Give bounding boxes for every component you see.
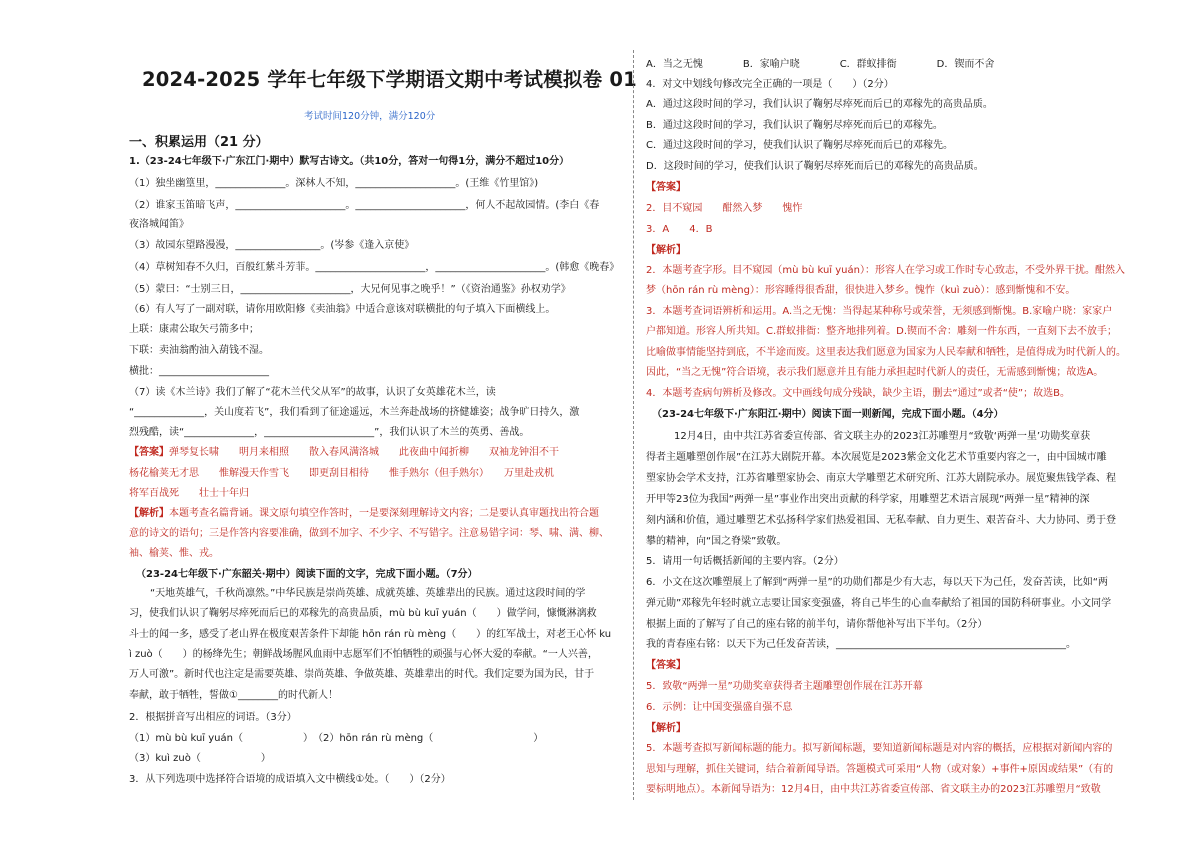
q1-line-2b: 夜洛城闻笛》 — [129, 219, 189, 230]
passage-4: ì zuò（ ）的杨绛先生；朝鲜战场腥风血雨中志愿军们不怕牺牲的顽强与心怀大爱的奉献。“一人兴善， — [129, 649, 598, 660]
analysis-4: 4．本题考查病句辨析及修改。文中画线句成分残缺，缺少主语，删去“通过”或者“使”；故选B。 — [646, 388, 1070, 399]
answer-2: 2．目不窥园 酣然入梦 愧怍 — [646, 203, 803, 214]
answer-label-2: 【答案】 — [646, 182, 686, 193]
q1-line-7b: “______________，关山度若飞”，我们看到了征途遥远，木兰奔赴战场的挤健雄姿；战争旷日持久，激 — [129, 407, 580, 418]
analysis-5-c: 要标明地点）。本新闻导语为：12月4日，由中共江苏省委宣传部、省文联主办的2023江苏雕塑月“致敬 — [646, 784, 1101, 795]
answer-3-4: 3．A 4．B — [646, 224, 713, 235]
analysis-1 — [129, 507, 599, 520]
q6-b: 弹元勋”邓稼先年轻时就立志要让国家变强盛，将自己毕生的心血奉献给了祖国的国防科研事业。小文同学 — [646, 598, 1112, 609]
q1-head: 1.（23-24七年级下·广东江门·期中）默写古诗文。（共10分，答对一句得1分，满分不超过10分） — [129, 156, 570, 167]
answer-1-a: 弹琴复长啸 明月来相照 散入春风满洛城 此夜曲中闻折柳 双袖龙钟泪不干 — [169, 447, 559, 458]
q1-line-3: （3）故园东望路漫漫，_________________。(岑参《逢入京使》 — [129, 240, 415, 251]
news-2: 得者主题雕塑创作展”在江苏大剧院开幕。本次展览是2023紫金文化艺术节重要内容之一，由中国城市雕 — [646, 452, 1107, 463]
analysis-label-3: 【解析】 — [646, 723, 686, 734]
analysis-3-a: 3．本题考查词语辨析和运用。A.当之无愧：当得起某种称号或荣誉，无须感到惭愧。B.家喻户晓：家家户 — [646, 306, 1113, 317]
q1-line-6: （6）有人写了一副对联，请你用欧阳修《卖油翁》中适合意该对联横批的句子填入下面横线上。 — [129, 304, 556, 315]
passage-6: 奉献，敢于牺牲，誓做①________的时代新人！ — [129, 690, 338, 701]
passage-1: “天地英雄气，千秋尚凛然。”中华民族是崇尚英雄、成就英雄、英雄辈出的民族。通过这段时间的学 — [150, 588, 586, 599]
q6-a: 6．小文在这次雕塑展上了解到“两弹一星”的功勋们都是少有大志，每以天下为己任，发奋苦读，比如“两 — [646, 577, 1108, 588]
page-subtitle: 考试时间120分钟，满分120分 — [304, 111, 436, 122]
answer-label: 【答案】 — [129, 447, 169, 458]
analysis-5-b: 思知与理解，抓住关键词，结合着新闻导语。答题模式可采用“人物（或对象）+事件+原因或结果”（有的 — [646, 764, 1114, 775]
q6-c: 根据上面的了解写了自己的座右铭的前半句，请你帮他补写出下半句。（2分） — [646, 619, 988, 630]
q1-line-2: （2）谁家玉笛暗飞声，______________________。______________________，何人不起故园情。(李白《春 — [129, 200, 600, 211]
q3: 3．从下列选项中选择符合语境的成语填入文中横线①处。（ ）（2分） — [129, 774, 451, 785]
column-divider — [633, 50, 634, 800]
news-4: 开甲等23位为我国“两弹一星”事业作出突出贡献的科学家，用雕塑艺术语言展现“两弹一星”精神的深 — [646, 494, 1090, 505]
answer-label-3: 【答案】 — [646, 660, 686, 671]
q1-line-4: （4）草树知春不久归，百般红紫斗芳菲。______________________，______________________。(韩愈《晚春》 — [129, 262, 620, 273]
section-heading: 一、积累运用（21 分） — [129, 135, 269, 150]
news-3: 塑家协会学术支持，江苏省雕塑家协会、南京大学雕塑艺术研究所、江苏大剧院承办。展览聚焦钱学森、程 — [646, 473, 1116, 484]
analysis-5-a: 5．本题考查拟写新闻标题的能力。拟写新闻标题，要知道新闻标题是对内容的概括，应根据对新闻内容的 — [646, 743, 1113, 754]
news-5: 刻内涵和价值，通过雕塑艺术弘扬科学家们热爱祖国、无私奉献、自力更生、艰苦奋斗、大力协同、勇于登 — [646, 515, 1116, 526]
q1-line-6b: 下联：卖油翁酌油入葫钱不湿。 — [129, 345, 269, 356]
passage-2: 习，使我们认识了鞠躬尽瘁死而后已的邓稼先的高贵品质，mù bù kuī yuán（ ）做学问，慷慨淋漓救 — [129, 608, 597, 619]
analysis-1-a: 本题考查名篇背诵。课文原句填空作答时，一是要深刻理解诗文内容；二是要认真审题找出符合题 — [169, 508, 599, 519]
q1-line-1: （1）独坐幽篁里，______________。深林人不知，____________________。(王维《竹里馆》) — [129, 178, 539, 189]
news-1: 12月4日，由中共江苏省委宣传部、省文联主办的2023江苏雕塑月“致敬‘两弹一星’功勋奖章获 — [674, 431, 1091, 442]
q1-line-7: （7）读《木兰诗》我们了解了“花木兰代父从军”的故事，认识了女英雄花木兰，读 — [129, 387, 496, 398]
analysis-label-2: 【解析】 — [646, 245, 686, 256]
q4-b: B．通过这段时间的学习，我们认识了鞠躬尽瘁死而后已的邓稼先。 — [646, 120, 943, 131]
q1-line-6c: 横批：______________________ — [129, 366, 269, 377]
q2-b: （3）kuì zuò（ ） — [129, 753, 271, 764]
answer-5: 5．致敬“两弹一星”功勋奖章获得者主题雕塑创作展在江苏开幕 — [646, 681, 923, 692]
answer-1 — [129, 446, 559, 459]
q2-a: （1）mù bù kuī yuán（ ） （2）hōn rán rù mèng（ ） — [129, 733, 544, 744]
q1-line-5: （5）蒙曰：“士别三日，______________________，大兄何见事之晚乎！”（《资治通鉴》孙权劝学》 — [129, 284, 571, 295]
analysis-1-b: 意的诗文的语句；三是作答内容要准确，做到不加字、不少字、不写错字。注意易错字词：琴、啸、满、柳、 — [129, 528, 609, 539]
q2-head: （23-24七年级下·广东韶关·期中）阅读下面的文字，完成下面小题。（7分） — [136, 569, 478, 580]
passage-5: 万人可激”。新时代也注定是需要英雄、崇尚英雄、争做英雄、英雄辈出的时代。我们定要为国为民，甘于 — [129, 669, 595, 680]
analysis-1-c: 袖、榆荚、惟、戎。 — [129, 548, 219, 559]
answer-1-b: 杨花榆荚无才思 惟解漫天作雪飞 即更刮目相待 惟手熟尔（但手熟尔） 万里赴戎机 — [129, 468, 554, 479]
analysis-2-b: 梦（hōn rán rù mèng）：形容睡得很香甜，很快进入梦乡。愧怍（kuì zuò）：感到惭愧和不安。 — [646, 285, 1076, 296]
passage-3: 斗士的闻一多，感受了老山界在极度艰苦条件下却能 hōn rán rù mèng（ ）的红军战士，对老王心怀 ku — [129, 629, 612, 640]
q2: 2．根据拼音写出相应的词语。（3分） — [129, 712, 297, 723]
analysis-3-b: 户都知道。形容人所共知。C.群蚁排衙：整齐地排列着。D.锲而不舍：雕刻一件东西，一直刻下去不放手； — [646, 326, 1118, 337]
analysis-3-c: 比喻做事情能坚持到底，不半途而废。这里表达我们愿意为国家为人民奉献和牺牲，是值得成为时代新人的。 — [646, 347, 1126, 358]
answer-1-c: 将军百战死 壮士十年归 — [129, 488, 249, 499]
q5-head: （23-24七年级下·广东阳江·期中）阅读下面一则新闻，完成下面小题。（4分） — [652, 409, 1004, 420]
q4-d: D．这段时间的学习，使我们认识了鞠躬尽瘁死而后已的邓稼先的高贵品质。 — [646, 161, 984, 172]
q1-line-6a: 上联：康肃公取矢弓箭多中； — [129, 324, 259, 335]
q4: 4．对文中划线句修改完全正确的一项是（ ）（2分） — [646, 79, 894, 90]
analysis-label: 【解析】 — [129, 508, 169, 519]
page-title: 2024-2025 学年七年级下学期语文期中考试模拟卷 01 — [142, 68, 637, 91]
q6-d: 我的青春座右铭：以天下为己任发奋苦读，______________________________________________。 — [646, 639, 1076, 650]
analysis-2-a: 2．本题考查字形。目不窥园（mù bù kuī yuán）：形容人在学习或工作时专心致志，不受外界干扰。酣然入 — [646, 265, 1125, 276]
q3-options: A．当之无愧 B．家喻户晓 C．群蚁排衙 D．锲而不舍 — [646, 59, 995, 70]
q1-line-7c: 烈残酷，读“______________，______________________”，我们认识了木兰的英勇、善战。 — [129, 427, 530, 438]
q5: 5．请用一句话概括新闻的主要内容。（2分） — [646, 556, 844, 567]
q4-a: A．通过这段时间的学习，我们认识了鞠躬尽瘁死而后已的邓稼先的高贵品质。 — [646, 99, 993, 110]
analysis-3-d: 因此，“当之无愧”符合语境，表示我们愿意并且有能力承担起时代新人的责任，无需感到惭愧；故选A。 — [646, 367, 1104, 378]
news-6: 攀的精神，向“国之脊梁”致敬。 — [646, 536, 787, 547]
answer-6: 6．示例：让中国变强盛自强不息 — [646, 702, 793, 713]
q4-c: C．通过这段时间的学习，使我们认识了鞠躬尽瘁死而后已的邓稼先。 — [646, 140, 953, 151]
